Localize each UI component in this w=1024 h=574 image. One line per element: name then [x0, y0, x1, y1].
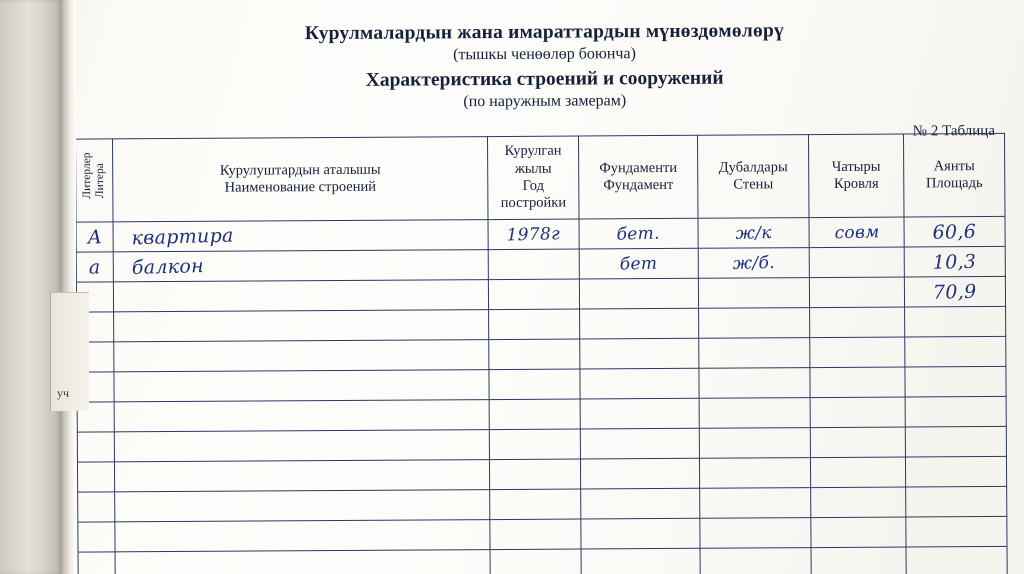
subtitle-kyrgyz: (тышкы ченөөлөр боюнча) — [453, 45, 636, 64]
table-number-label: № 2 Таблица — [912, 122, 996, 140]
cell-name — [113, 250, 488, 282]
column-header-litera — [76, 139, 114, 222]
column-header-roof-ky: Чатыры — [831, 158, 881, 175]
handwriting-foundation: бет — [619, 253, 658, 275]
cell-area — [906, 516, 1007, 547]
cell-name — [114, 310, 489, 342]
cell-area — [905, 426, 1006, 457]
cell-roof — [809, 277, 904, 308]
cell-foundation — [581, 548, 700, 574]
cell-area — [906, 546, 1007, 574]
cell-year — [488, 279, 579, 310]
cell-walls — [700, 488, 811, 519]
handwriting-year: 1978г — [506, 223, 561, 246]
table-body — [76, 216, 1007, 574]
column-header-walls — [697, 135, 809, 219]
cell-litera — [77, 462, 114, 492]
cell-walls — [700, 548, 811, 574]
cell-walls — [698, 248, 809, 279]
column-header-walls-ky: Дубалдары — [718, 158, 788, 176]
handwriting-name: квартира — [131, 224, 234, 249]
binder-tab-label: уч — [57, 386, 70, 400]
cell-foundation — [580, 308, 699, 339]
column-header-foundation-ky: Фундаменти — [599, 159, 678, 177]
cell-litera — [76, 222, 113, 252]
cell-foundation — [579, 278, 698, 309]
cell-name — [113, 280, 488, 312]
column-header-name-ru: Наименование строений — [224, 178, 377, 196]
handwriting-roof: совм — [833, 221, 880, 243]
cell-litera — [78, 552, 115, 574]
binder-tab — [50, 292, 89, 411]
handwriting-litera: а — [88, 255, 101, 279]
cell-year — [489, 369, 580, 400]
table-header-row — [76, 133, 1005, 222]
cell-year — [488, 249, 579, 280]
subtitle-russian: (по наружным замерам) — [463, 92, 627, 111]
column-header-litera-ru: Литера — [94, 162, 107, 198]
column-header-name — [113, 137, 489, 222]
cell-foundation — [580, 428, 699, 459]
column-header-year-ky: Курулган жылы — [504, 142, 562, 177]
cell-walls — [699, 428, 810, 459]
handwriting-area: 10,3 — [932, 250, 977, 274]
cell-area — [905, 336, 1006, 367]
cell-roof — [809, 247, 904, 278]
handwriting-foundation: бет. — [616, 223, 661, 245]
cell-walls — [699, 398, 810, 429]
cell-name — [114, 430, 489, 462]
cell-roof — [810, 457, 905, 488]
document-header — [94, 19, 995, 116]
characteristics-table — [75, 133, 1004, 574]
cell-foundation — [581, 488, 700, 519]
cell-year — [490, 519, 581, 550]
cell-name — [115, 550, 490, 574]
cell-area — [905, 396, 1006, 427]
handwriting-area: 60,6 — [932, 220, 977, 244]
cell-litera — [78, 522, 115, 552]
title-kyrgyz: Курулмалардын жана имараттардын мүнөздөмөлөрү — [304, 20, 784, 45]
cell-walls — [698, 218, 809, 249]
column-header-area-ky: Аянты — [933, 157, 975, 174]
cell-walls — [699, 308, 810, 339]
cell-litera — [76, 252, 113, 282]
cell-foundation — [580, 368, 699, 399]
cell-area — [904, 276, 1005, 307]
table-row — [78, 546, 1007, 574]
page-edge — [62, 0, 76, 574]
cell-name — [114, 340, 489, 372]
cell-roof — [810, 307, 905, 338]
column-header-year — [488, 136, 580, 220]
cell-roof — [811, 517, 906, 548]
column-header-foundation — [578, 135, 698, 219]
column-header-roof — [808, 134, 904, 218]
cell-roof — [810, 427, 905, 458]
handwriting-name: балкон — [131, 254, 205, 279]
cell-litera — [78, 492, 115, 522]
cell-year — [489, 339, 580, 370]
cell-area — [905, 456, 1006, 487]
cell-litera — [77, 432, 114, 462]
cell-year — [489, 399, 580, 430]
cell-name — [114, 400, 489, 432]
cell-foundation — [580, 458, 699, 489]
cell-foundation — [581, 518, 700, 549]
cell-foundation — [579, 248, 698, 279]
cell-roof — [810, 337, 905, 368]
column-header-name-ky: Курулуштардын аталышы — [219, 161, 381, 179]
cell-foundation — [580, 338, 699, 369]
cell-roof — [811, 547, 906, 574]
cell-year — [489, 309, 580, 340]
column-header-area — [903, 133, 1005, 217]
cell-foundation — [580, 398, 699, 429]
cell-area — [904, 216, 1005, 247]
cell-year — [490, 489, 581, 520]
cell-area — [906, 486, 1007, 517]
cell-name — [114, 370, 489, 402]
handwriting-walls: ж/б. — [732, 252, 776, 274]
book-binding — [0, 0, 62, 574]
cell-area — [904, 246, 1005, 277]
cell-year — [488, 219, 579, 250]
cell-year — [490, 549, 581, 574]
column-header-roof-ru: Кровля — [833, 175, 879, 192]
cell-area — [905, 366, 1006, 397]
cell-name — [115, 520, 490, 552]
handwriting-litera: А — [86, 225, 103, 249]
cell-roof — [810, 397, 905, 428]
title-russian: Характеристика строений и сооружений — [365, 67, 724, 91]
column-header-year-ru: Год постройки — [500, 177, 567, 212]
cell-year — [489, 459, 580, 490]
cell-area — [905, 306, 1006, 337]
cell-roof — [810, 367, 905, 398]
column-header-litera-ky: Литерлер — [80, 152, 94, 199]
cell-walls — [699, 458, 810, 489]
handwriting-walls: ж/к — [735, 222, 772, 244]
cell-name — [114, 460, 489, 492]
cell-walls — [699, 338, 810, 369]
cell-name — [115, 490, 490, 522]
cell-roof — [809, 217, 904, 248]
cell-walls — [700, 518, 811, 549]
column-header-walls-ru: Стены — [733, 176, 774, 193]
cell-walls — [699, 368, 810, 399]
column-header-foundation-ru: Фундамент — [603, 176, 674, 194]
cell-foundation — [579, 218, 698, 249]
cell-year — [489, 429, 580, 460]
cell-walls — [698, 278, 809, 309]
handwriting-area: 70,9 — [932, 280, 977, 304]
cell-roof — [811, 487, 906, 518]
cell-name — [113, 220, 488, 252]
column-header-area-ru: Площадь — [925, 175, 983, 192]
